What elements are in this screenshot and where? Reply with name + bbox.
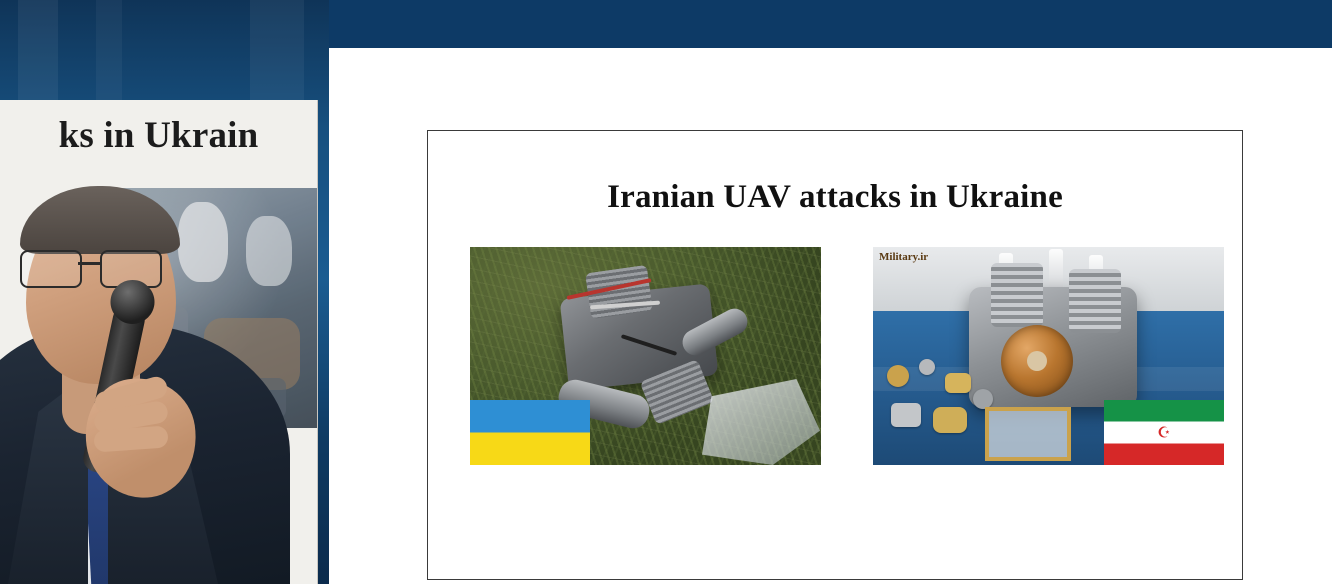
- presentation-area: [329, 48, 1332, 584]
- engine-cylinder: [1069, 269, 1121, 333]
- speaker-portrait: [0, 64, 310, 584]
- photo-watermark: Military.ir: [879, 251, 929, 263]
- iran-emblem-icon: ☪: [1157, 423, 1171, 441]
- hair: [20, 186, 180, 254]
- slide-images: [470, 247, 1224, 465]
- stand-post: [1049, 249, 1063, 289]
- slide-title: Iranian UAV attacks in Ukraine: [607, 179, 1063, 215]
- engine-hub: [1001, 325, 1073, 397]
- slide: [427, 130, 1243, 580]
- wreckage-photo: [470, 247, 821, 465]
- projected-slide-title: ks in Ukrain: [58, 115, 259, 156]
- glasses-icon: [14, 250, 184, 284]
- engine-cylinder: [991, 263, 1043, 327]
- framed-display-item: [985, 407, 1071, 461]
- speaker-video-feed: [0, 0, 329, 584]
- workshop-photo: [873, 247, 1224, 465]
- header-band-gradient: [329, 0, 1332, 48]
- header-band: [329, 0, 1332, 48]
- spare-parts-group: [881, 355, 1001, 451]
- ukraine-flag-icon: [470, 400, 590, 465]
- iran-flag-icon: [1104, 400, 1224, 465]
